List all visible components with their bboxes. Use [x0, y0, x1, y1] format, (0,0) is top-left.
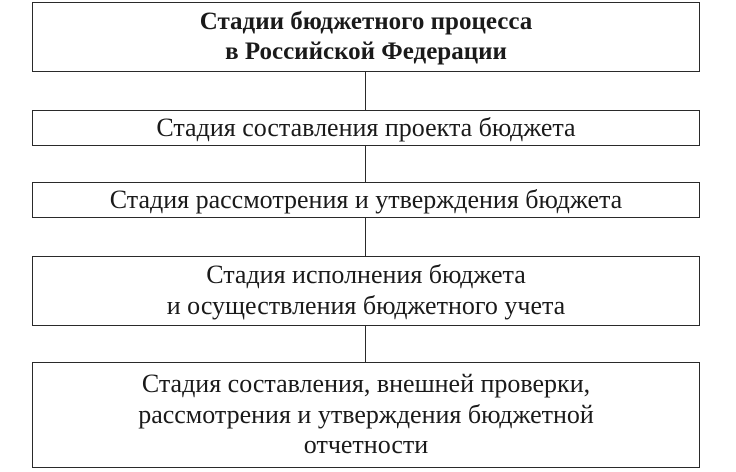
stage-label: Стадия составления, внешней проверки, рассмотрения и утверждения бюджетной отчетности [138, 368, 594, 460]
stage-box-3 [32, 256, 700, 326]
connector-line [365, 326, 366, 362]
stage-label: Стадия рассмотрения и утверждения бюджета [109, 184, 623, 214]
connector-line [365, 218, 366, 256]
stage-box-1 [32, 110, 700, 146]
stage-box-2 [32, 182, 700, 218]
stage-label: Стадия исполнения бюджета и осуществления бюджетного учета [166, 260, 566, 320]
title-box [32, 2, 700, 72]
stage-box-4 [32, 362, 700, 468]
connector-line [365, 146, 366, 182]
title-text: Стадии бюджетного процесса в Российской Федерации [199, 7, 533, 65]
connector-line [365, 72, 366, 110]
stage-label: Стадия составления проекта бюджета [156, 112, 576, 142]
